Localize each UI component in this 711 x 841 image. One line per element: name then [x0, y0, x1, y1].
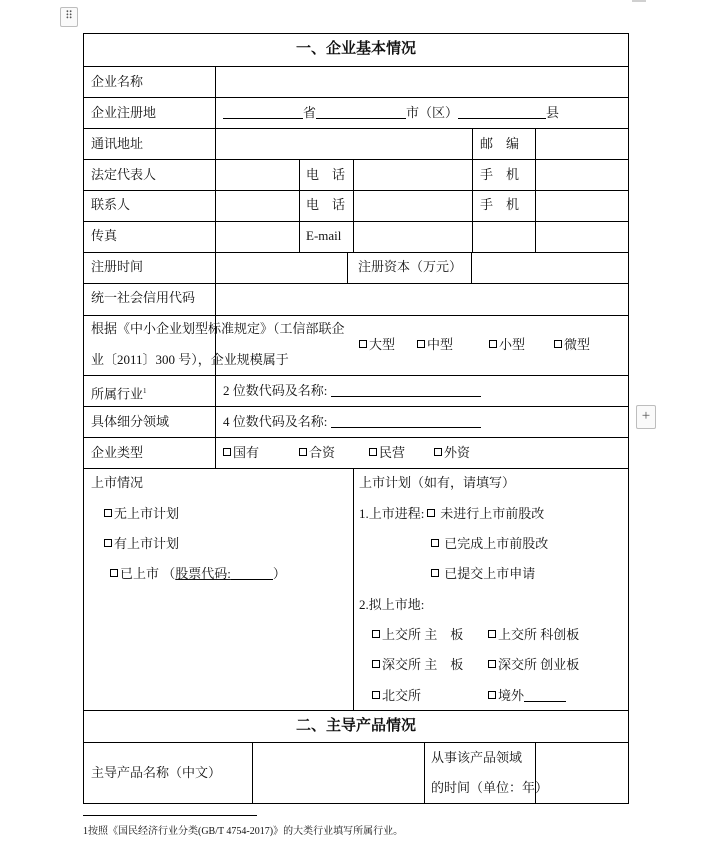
listing-option-listed[interactable]: 已上市 （股票代码: ）: [110, 566, 286, 582]
checkbox-icon: [431, 539, 439, 547]
section-title-main-product: 二、主导产品情况: [295, 718, 416, 734]
plan-venue-label: 2.拟上市地:: [359, 597, 425, 612]
type-option-state[interactable]: 国有: [223, 445, 259, 461]
registration-place-field[interactable]: [223, 105, 559, 121]
checkbox-icon: [489, 340, 497, 348]
progress-option-submitted[interactable]: 已提交上市申请: [431, 566, 535, 582]
checkbox-icon: [488, 691, 496, 699]
reg-capital-field[interactable]: [472, 253, 628, 283]
footnote-ref: 1: [143, 387, 147, 395]
section-title-basic-info: 一、企业基本情况: [295, 41, 416, 57]
venue-option-overseas[interactable]: 境外: [488, 688, 566, 704]
email-field[interactable]: [354, 222, 628, 252]
address-label: 通讯地址: [91, 136, 144, 151]
checkbox-icon: [431, 569, 439, 577]
progress-option-completed[interactable]: 已完成上市前股改: [431, 536, 548, 552]
checkbox-icon: [372, 691, 380, 699]
postcode-field[interactable]: [536, 129, 628, 159]
sub-field-label: 具体细分领域: [91, 414, 170, 429]
scale-option-micro[interactable]: 微型: [554, 337, 590, 353]
credit-code-label: 统一社会信用代码: [91, 290, 196, 305]
contact-phone-field[interactable]: [354, 191, 472, 221]
scale-option-large[interactable]: 大型: [359, 337, 395, 353]
venue-option-szse-chinext[interactable]: 深交所 创业板: [488, 657, 579, 673]
province-label: 省: [303, 105, 317, 120]
company-type-label: 企业类型: [91, 445, 144, 460]
drag-handle-icon[interactable]: ⠿: [60, 7, 78, 27]
contact-mobile-label: 手 机: [480, 197, 520, 212]
page-corner-mark: [632, 0, 646, 2]
postcode-label: 邮 编: [480, 136, 520, 151]
company-name-label: 企业名称: [91, 74, 144, 89]
checkbox-icon: [104, 539, 112, 547]
checkbox-icon: [488, 660, 496, 668]
scale-label-line2: 业〔2011〕300 号），企业规模属于: [91, 352, 289, 367]
email-label: E-mail: [306, 228, 342, 243]
venue-option-szse-main[interactable]: 深交所 主 板: [372, 657, 463, 673]
registration-place-label: 企业注册地: [91, 105, 157, 120]
checkbox-icon: [369, 448, 377, 456]
reg-time-label: 注册时间: [91, 259, 144, 274]
add-row-button[interactable]: +: [636, 405, 656, 429]
scale-label-line1: 根据《中小企业划型标准规定》（工信部联企: [91, 321, 345, 336]
venue-option-sse-main[interactable]: 上交所 主 板: [372, 627, 463, 643]
scale-option-small[interactable]: 小型: [489, 337, 525, 353]
contact-field[interactable]: [216, 191, 299, 221]
contact-phone-label: 电 话: [306, 197, 346, 212]
checkbox-icon: [554, 340, 562, 348]
reg-time-field[interactable]: [216, 253, 347, 283]
fax-field[interactable]: [216, 222, 299, 252]
product-name-label: 主导产品名称（中文）: [91, 765, 222, 780]
checkbox-icon: [223, 448, 231, 456]
industry-code-field[interactable]: 2 位数代码及名称:: [223, 383, 481, 399]
legal-rep-label: 法定代表人: [91, 167, 157, 182]
checkbox-icon: [372, 660, 380, 668]
type-option-jv[interactable]: 合资: [299, 445, 335, 461]
contact-mobile-field[interactable]: [536, 191, 628, 221]
credit-code-field[interactable]: [216, 284, 628, 315]
checkbox-icon: [488, 630, 496, 638]
listing-option-planned[interactable]: 有上市计划: [104, 536, 179, 552]
sub-field-code-field[interactable]: 4 位数代码及名称:: [223, 414, 481, 430]
contact-label: 联系人: [91, 197, 131, 212]
duration-label-line2: 的时间（单位：年）: [431, 780, 549, 795]
stock-code-label: 股票代码:: [175, 566, 231, 581]
checkbox-icon: [434, 448, 442, 456]
progress-option-not-started[interactable]: 未进行上市前股改: [427, 506, 544, 522]
fax-label: 传真: [91, 228, 118, 243]
reg-capital-label: 注册资本（万元）: [358, 259, 463, 274]
legal-rep-mobile-label: 手 机: [480, 167, 520, 182]
checkbox-icon: [417, 340, 425, 348]
company-name-field[interactable]: [216, 67, 628, 97]
scale-option-medium[interactable]: 中型: [417, 337, 453, 353]
legal-rep-field[interactable]: [216, 160, 299, 190]
listing-title: 上市情况: [91, 475, 144, 490]
checkbox-icon: [299, 448, 307, 456]
enterprise-form-table: [83, 33, 629, 804]
county-label: 县: [546, 105, 560, 120]
listing-option-none[interactable]: 无上市计划: [104, 506, 179, 522]
legal-rep-phone-label: 电 话: [306, 167, 346, 182]
legal-rep-phone-field[interactable]: [354, 160, 472, 190]
footnote-separator: [83, 815, 257, 816]
legal-rep-mobile-field[interactable]: [536, 160, 628, 190]
checkbox-icon: [104, 509, 112, 517]
plan-title: 上市计划（如有，请填写）: [359, 475, 516, 490]
address-field[interactable]: [216, 129, 471, 159]
product-name-field[interactable]: [253, 743, 424, 804]
city-label: 市（区）: [406, 105, 459, 120]
industry-label: 所属行业$^1$: [91, 386, 147, 402]
venue-option-bse[interactable]: 北交所: [372, 688, 421, 704]
venue-option-sse-star[interactable]: 上交所 科创板: [488, 627, 579, 643]
duration-field[interactable]: [536, 743, 628, 804]
type-option-foreign[interactable]: 外资: [434, 445, 470, 461]
duration-label-line1: 从事该产品领域: [431, 750, 523, 765]
checkbox-icon: [359, 340, 367, 348]
plan-progress-label: 1.上市进程:: [359, 506, 425, 521]
checkbox-icon: [110, 569, 118, 577]
footnote-text: 1按照《国民经济行业分类(GB/T 4754-2017)》的大类行业填写所属行业。: [83, 826, 404, 837]
checkbox-icon: [372, 630, 380, 638]
type-option-private[interactable]: 民营: [369, 445, 405, 461]
checkbox-icon: [427, 509, 435, 517]
